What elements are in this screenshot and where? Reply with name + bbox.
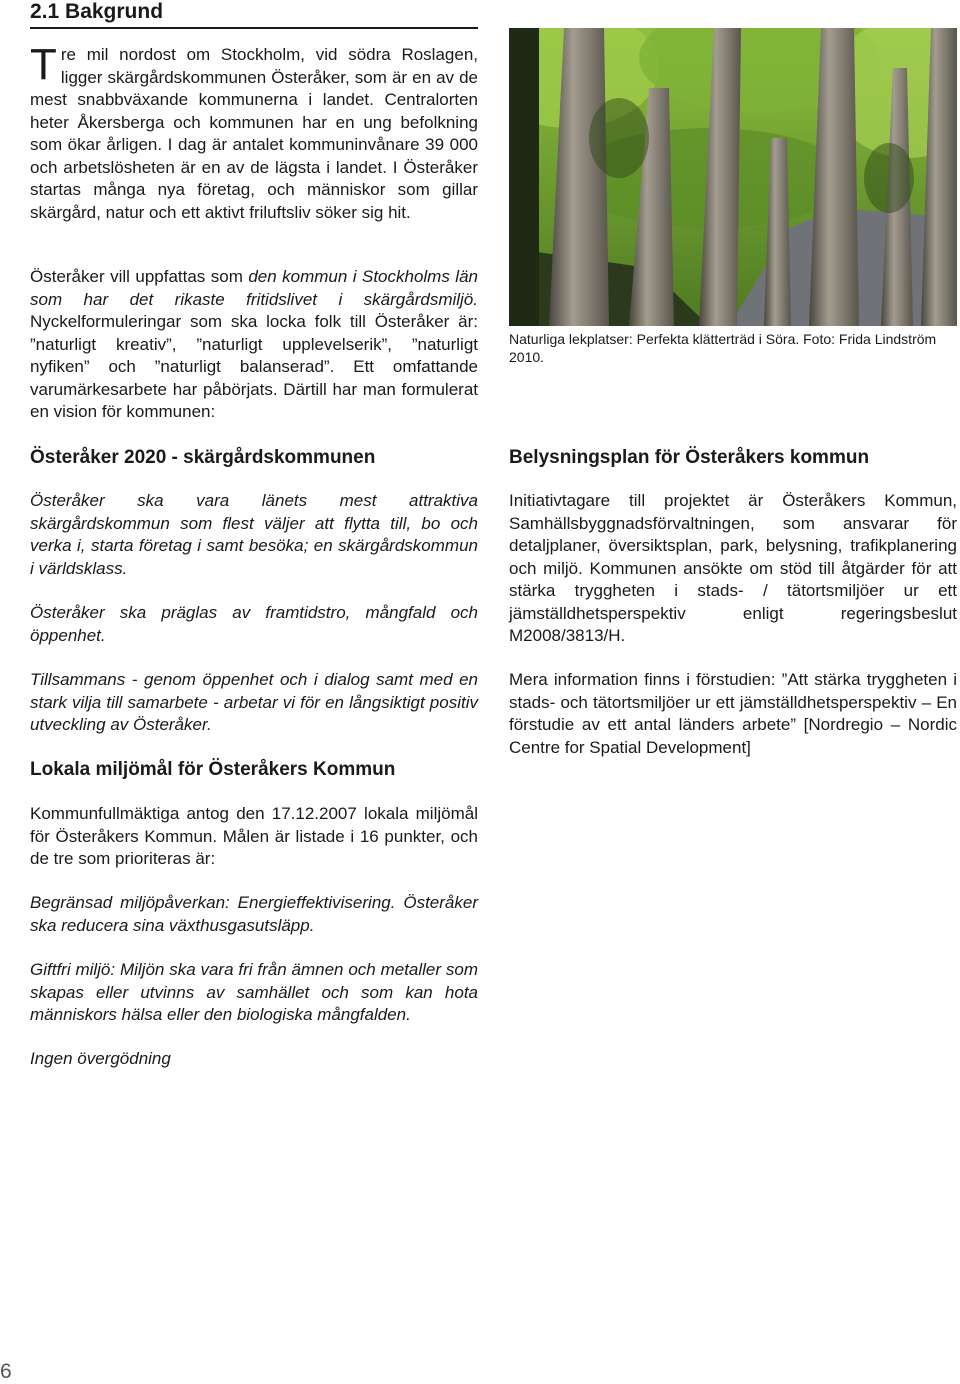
brand-lead: Österåker vill uppfattas som xyxy=(30,267,249,286)
lighting-paragraph: Initiativtagare till projektet är Österåkers Kommun, Samhällsbyggnadsförvaltningen, som ansvarar för detaljplaner, översiktsplan, park, belysning, trafikplanering och miljö. Kommunen ansökte om stöd till åtgärder för att stärka tryggheten i stads- / tätortsmiljöer ur ett jämställdhetsperspektiv enligt regeringsbeslut M2008/3813/H. xyxy=(509,491,957,645)
environment-heading: Lokala miljömål för Österåkers Kommun xyxy=(30,759,396,780)
tree-photo xyxy=(509,28,957,326)
environment-goal: Begränsad miljöpåverkan: Energieffektivisering. Österåker ska reducera sina växthusgasutsläpp. xyxy=(30,893,478,935)
vision-paragraph: Österåker ska präglas av framtidstro, mångfald och öppenhet. xyxy=(30,603,478,645)
intro-text: re mil nordost om Stockholm, vid södra Roslagen, ligger skärgårdskommunen Österåker, som är en av de mest snabbväxande kommunerna i landet. Centralorten heter Åkersberga och kommunen har en ung befolkning som ökar årligen. I dag är antalet kommuninvånare 39 000 och arbetslösheten är en av de lägsta i landet. I Österåker startas många nya företag, och människor som gillar skärgård, natur och ett aktivt friluftsliv söker sig hit. xyxy=(30,45,478,222)
vision-heading: Österåker 2020 - skärgårdskommunen xyxy=(30,447,376,468)
title-rule xyxy=(30,27,478,29)
dropcap: T xyxy=(30,40,57,89)
environment-goal: Giftfri miljö: Miljön ska vara fri från ämnen och metaller som skapas eller utvinns av samhället och som kan hota människors hälsa eller den biologiska mångfalden. xyxy=(30,960,478,1024)
vision-paragraph: Österåker ska vara länets mest attraktiva skärgårdskommun som flest väljer att flytta till, bo och verka i, starta företag i samt besöka; en skärgårdskommun i världsklass. xyxy=(30,491,478,578)
brand-rest: Nyckelformuleringar som ska locka folk till Österåker är: ”naturligt kreativ”, ”naturligt upplevelserik”, ”naturligt nyfiken” och ”naturligt balanserad”. Ett omfattande varumärkesarbete har påbörjats. Därtill har man formulerat en vision för kommunen: xyxy=(30,312,478,421)
lighting-paragraph: Mera information finns i förstudien: ”Att stärka tryggheten i stads- och tätortsmiljöer ur ett jämställdhetsperspektiv – En förstudie av ett antal länders arbete” [Nordregio – Nordic Centre for Spatial Development] xyxy=(509,670,957,757)
brand-emphasis: den kommun i Stockholms län som har det rikaste fritidslivet i skärgårdsmiljö. xyxy=(30,267,478,309)
lighting-heading: Belysningsplan för Österåkers kommun xyxy=(509,447,870,468)
photo-caption: Naturliga lekplatser: Perfekta klätterträd i Söra. Foto: Frida Lindström 2010. xyxy=(509,331,937,365)
vision-paragraph: Tillsammans - genom öppenhet och i dialog samt med en stark vilja till samarbete - arbetar vi för en långsiktigt positiv utveckling av Österåker. xyxy=(30,670,478,734)
environment-intro: Kommunfullmäktiga antog den 17.12.2007 lokala miljömål för Österåkers Kommun. Målen är listade i 16 punkter, och de tre som prioriteras är: xyxy=(30,804,478,868)
page-number: 6 xyxy=(0,1360,12,1383)
section-title: 2.1 Bakgrund xyxy=(0,0,480,27)
environment-goal: Ingen övergödning xyxy=(30,1049,171,1068)
intro-paragraph xyxy=(30,40,478,224)
brand-paragraph xyxy=(30,266,478,424)
tree-photo-illustration xyxy=(509,28,957,326)
